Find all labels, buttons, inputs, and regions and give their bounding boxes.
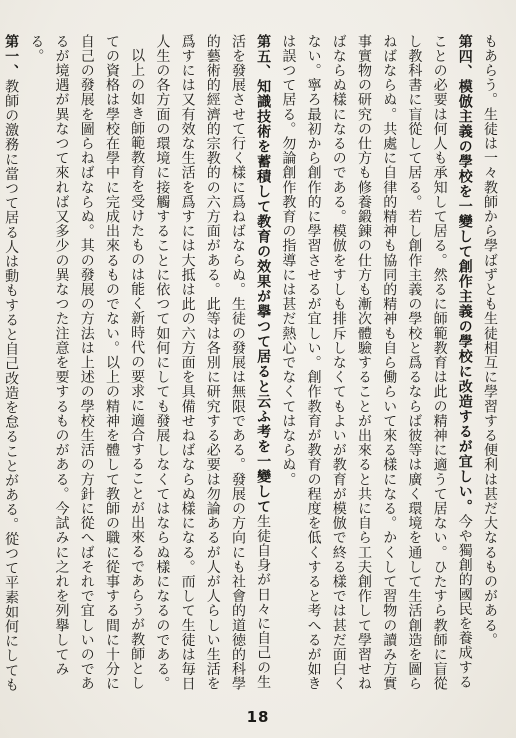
paragraph-fifth-point [149,34,275,694]
paragraph-heading: 第五、知識技術を蓄積して教育の效果が擧つて居ると云ふ考を一變して [255,34,272,514]
paragraph-text: 以上の如き師範教育を受けたものは能く新時代の要求に適合することが出來るであらうが教師としての資格は學校在學中に完成出來るものでない。以上の精神を體して教師の職に從事する間に十分に自己の發展を圖らねばならぬ。其の發展の方法は上述の學校生活の方針に從へばそれで宜しいのであるが境遇が異なつて來れば又多少の異なつた注意を要するものがある。今試みに之れを列擧してみる。 [28,34,146,691]
paragraph-summary [23,34,149,694]
paragraph-heading: 第一、 [3,34,20,79]
paragraph-text: 今や獨創的國民を養成することの必要は何人も承知して居る。然るに師範教育は此の精神に適うて居ない。ひたすら教師に盲從し教科書に盲從して居る。若し創作主義の學校と爲るならば彼等は廣く環境を通して生活創造を圖らねばならぬ。共處に自律的精神も協同的精神も自ら働らいて來る樣になる。かくして習物の讀み方實事實物の研究の仕方も修養鍛錬の仕方も漸次體驗することが出來ると共に自ら工夫創作して學習せねばならぬ樣になるのである。模倣をすしも排斥しなくてもよいが教育が模倣で終る樣では甚だ面白くない。寧ろ最初から創作的に學習させるが宜しい。創作教育が教育の程度を低くすると考へるが如きは誤つて居る。勿論創作教育の指導には甚だ熱心でなくてはならぬ。 [280,34,473,691]
paragraph-fourth-point [275,34,477,694]
paragraph-heading: 第四、模倣主義の學校を一變して創作主義の學校に改造するが宜しい。 [456,34,473,514]
paragraph-text: 教師の激務に當つて居る人は動もすると自己改造を怠ることがある。從つて平素如何にしても [3,79,20,693]
paragraph-text: もあらう。生徒は一々教師から學ばずとも生徒相互に學習する便利は甚だ大なるものがある。 [482,34,498,648]
paragraph-continuation [477,34,502,694]
paragraph-first-point [0,34,23,694]
vertical-text-body [3,34,502,694]
page-number: 18 [246,708,270,726]
paragraph-text: 生徒自身が日々に自己の生活を發展させて行く樣に爲ねばならぬ。生徒の發展は無限である。發展の方向にも社會的道徳的科學的藝術的經濟的宗教的の六方面がある。此等は各別に研究する必要は勿論あるが人が人らしい生活を爲すには又有效な生活を爲すには大抵は此の六方面を具備せねばならぬ樣になる。而して生徒は毎日人生の各方面の環境に接觸することに依つて如何にしても發展しなくてはならぬ樣になるのである。 [154,34,272,691]
